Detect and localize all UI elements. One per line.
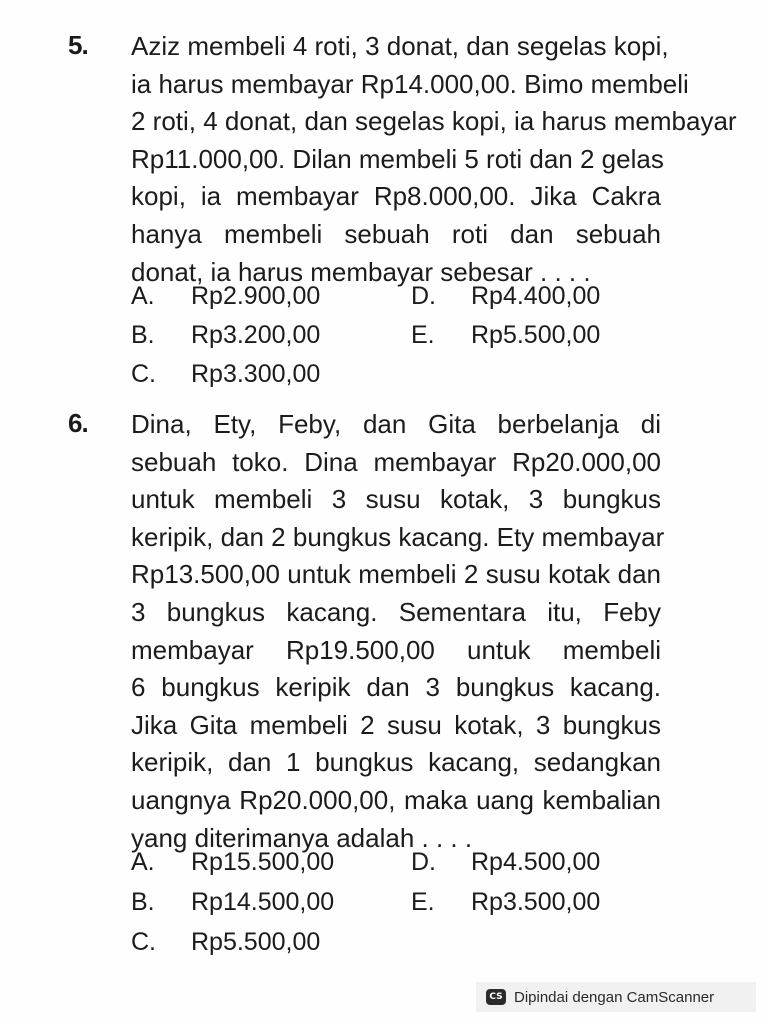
stem-line: hanya membeli sebuah roti dan sebuah bbox=[131, 218, 661, 249]
stem-line: ia harus membayar Rp14.000,00. Bimo membeli bbox=[131, 68, 689, 99]
option-d[interactable] bbox=[411, 282, 600, 311]
camscanner-watermark bbox=[476, 982, 756, 1012]
option-text: Rp2.900,00 bbox=[191, 282, 321, 310]
stem-line: uangnya Rp20.000,00, maka uang kembalian bbox=[131, 784, 661, 815]
option-text: Rp14.500,00 bbox=[191, 888, 335, 916]
question-stem bbox=[131, 406, 665, 857]
option-e[interactable] bbox=[411, 888, 600, 917]
option-c[interactable] bbox=[131, 928, 320, 957]
option-letter: A. bbox=[131, 848, 155, 876]
question-number: 6. bbox=[68, 408, 88, 438]
option-letter: B. bbox=[131, 888, 155, 916]
stem-line: 6 bungkus keripik dan 3 bungkus kacang. bbox=[131, 672, 661, 703]
option-text: Rp5.500,00 bbox=[191, 928, 321, 956]
option-letter: D. bbox=[411, 282, 436, 310]
stem-line: 2 roti, 4 donat, dan segelas kopi, ia harus membayar bbox=[131, 106, 737, 137]
option-e[interactable] bbox=[411, 321, 600, 350]
option-letter: D. bbox=[411, 848, 436, 876]
stem-line: kopi, ia membayar Rp8.000,00. Jika Cakra bbox=[131, 181, 661, 212]
option-a[interactable] bbox=[131, 848, 334, 877]
option-text: Rp4.500,00 bbox=[471, 848, 601, 876]
stem-line: Aziz membeli 4 roti, 3 donat, dan segelas kopi, bbox=[131, 31, 669, 61]
stem-line: untuk membeli 3 susu kotak, 3 bungkus bbox=[131, 484, 661, 515]
option-letter: E. bbox=[411, 888, 435, 916]
option-text: Rp3.300,00 bbox=[191, 360, 321, 388]
stem-line: keripik, dan 1 bungkus kacang, sedangkan bbox=[131, 747, 661, 778]
option-text: Rp3.500,00 bbox=[471, 888, 601, 916]
stem-line: keripik, dan 2 bungkus kacang. Ety membayar bbox=[131, 521, 665, 552]
option-a[interactable] bbox=[131, 282, 320, 311]
option-b[interactable] bbox=[131, 888, 334, 917]
option-letter: C. bbox=[131, 928, 156, 956]
stem-line: Jika Gita membeli 2 susu kotak, 3 bungkus bbox=[131, 709, 661, 740]
option-d[interactable] bbox=[411, 848, 600, 877]
stem-line: Rp11.000,00. Dilan membeli 5 roti dan 2 gelas bbox=[131, 143, 664, 174]
stem-line: sebuah toko. Dina membayar Rp20.000,00 bbox=[131, 446, 661, 477]
option-letter: C. bbox=[131, 360, 156, 388]
option-b[interactable] bbox=[131, 321, 320, 350]
question-stem bbox=[131, 28, 737, 291]
stem-line: 3 bungkus kacang. Sementara itu, Feby bbox=[131, 596, 661, 627]
option-text: Rp3.200,00 bbox=[191, 321, 321, 349]
stem-line: donat, ia harus membayar sebesar . . . . bbox=[131, 256, 591, 287]
stem-line: membayar Rp19.500,00 untuk membeli bbox=[131, 634, 661, 665]
question-number: 5. bbox=[68, 30, 88, 60]
option-c[interactable] bbox=[131, 360, 320, 389]
option-text: Rp4.400,00 bbox=[471, 282, 601, 310]
option-text: Rp5.500,00 bbox=[471, 321, 601, 349]
stem-line: Dina, Ety, Feby, dan Gita berbelanja di bbox=[131, 409, 661, 439]
stem-line: yang diterimanya adalah . . . . bbox=[131, 822, 473, 853]
watermark-label: Dipindai dengan CamScanner bbox=[514, 988, 715, 1006]
option-text: Rp15.500,00 bbox=[191, 848, 335, 876]
option-letter: E. bbox=[411, 321, 435, 349]
camscanner-logo-icon: CS bbox=[486, 989, 506, 1005]
stem-line: Rp13.500,00 untuk membeli 2 susu kotak dan bbox=[131, 559, 661, 590]
option-letter: A. bbox=[131, 282, 155, 310]
option-letter: B. bbox=[131, 321, 155, 349]
